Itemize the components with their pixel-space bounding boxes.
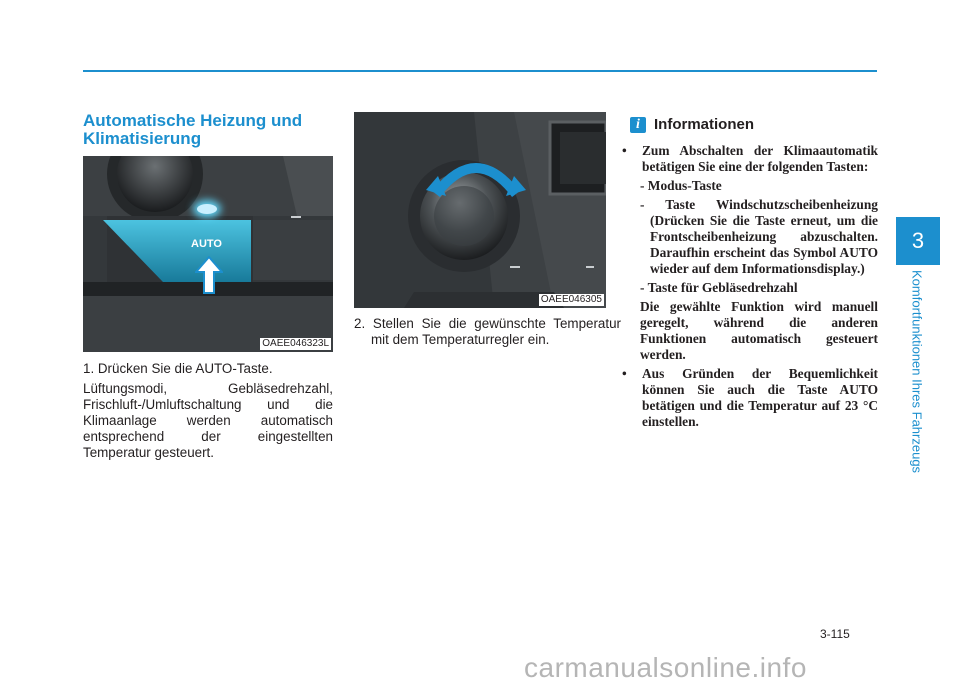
info-title: Informationen <box>654 116 754 133</box>
info-body <box>620 143 878 430</box>
step-2: 2. Stellen Sie die gewünschte Temperatur mit dem Temperaturregler ein. <box>354 316 621 347</box>
auto-indicator-light <box>197 204 217 214</box>
section-heading: Automatische Heizung und Klimatisierung <box>83 111 303 148</box>
info-sub-3-description: Die gewählte Funktion wird manuell geregelt, während die anderen Funktionen automatisch gesteuert werden. <box>640 299 878 362</box>
chapter-title: Komfortfunktionen Ihres Fahrzeugs <box>909 270 925 474</box>
figure-auto-button <box>83 156 333 352</box>
page-number: 3-115 <box>820 627 850 641</box>
info-sub-2: - Taste Windschutzscheibenheizung (Drücken Sie die Taste erneut, um die Frontscheibenheizung abzuschalten. Daraufhin erscheint das Symbol AUTO wieder auf dem Informationsdisplay.) <box>640 197 878 276</box>
auto-button-label: AUTO <box>191 238 222 250</box>
info-icon: i <box>630 117 646 133</box>
figure-code: OAEE046305 <box>540 294 602 305</box>
watermark: carmanualsonline.info <box>524 652 807 683</box>
bullet-mark: • <box>622 143 627 158</box>
bullet-mark: • <box>622 366 627 381</box>
header-rule <box>83 70 877 72</box>
step-1: 1. Drücken Sie die AUTO-Taste. <box>83 361 273 376</box>
temperature-knob-illustration <box>354 112 606 308</box>
chapter-title-vertical <box>897 270 937 500</box>
step-1-description: Lüftungsmodi, Gebläsedrehzahl, Frischluft-/Umluftschaltung und die Klimaanlage werden automatisch entsprechend der eingestellten Temperatur gesteuert. <box>83 381 333 460</box>
info-bullet-2: • Aus Gründen der Bequemlichkeit können Sie auch die Taste AUTO betätigen und die Temperatur auf 23 °C einstellen. <box>622 366 878 429</box>
climate-panel-illustration <box>83 156 333 352</box>
info-sub-1: - Modus-Taste <box>640 178 722 193</box>
info-bullet-1: • Zum Abschalten der Klimaautomatik betätigen Sie eine der folgenden Tasten: <box>622 143 878 174</box>
info-heading <box>630 116 754 133</box>
figure-code: OAEE046323L <box>262 338 329 349</box>
rotate-arrows-icon <box>424 154 528 198</box>
press-arrow-icon <box>195 256 223 294</box>
figure-temperature-knob <box>354 112 606 308</box>
chapter-number-tab: 3 <box>896 217 940 265</box>
info-sub-3: - Taste für Gebläsedrehzahl <box>640 280 798 295</box>
